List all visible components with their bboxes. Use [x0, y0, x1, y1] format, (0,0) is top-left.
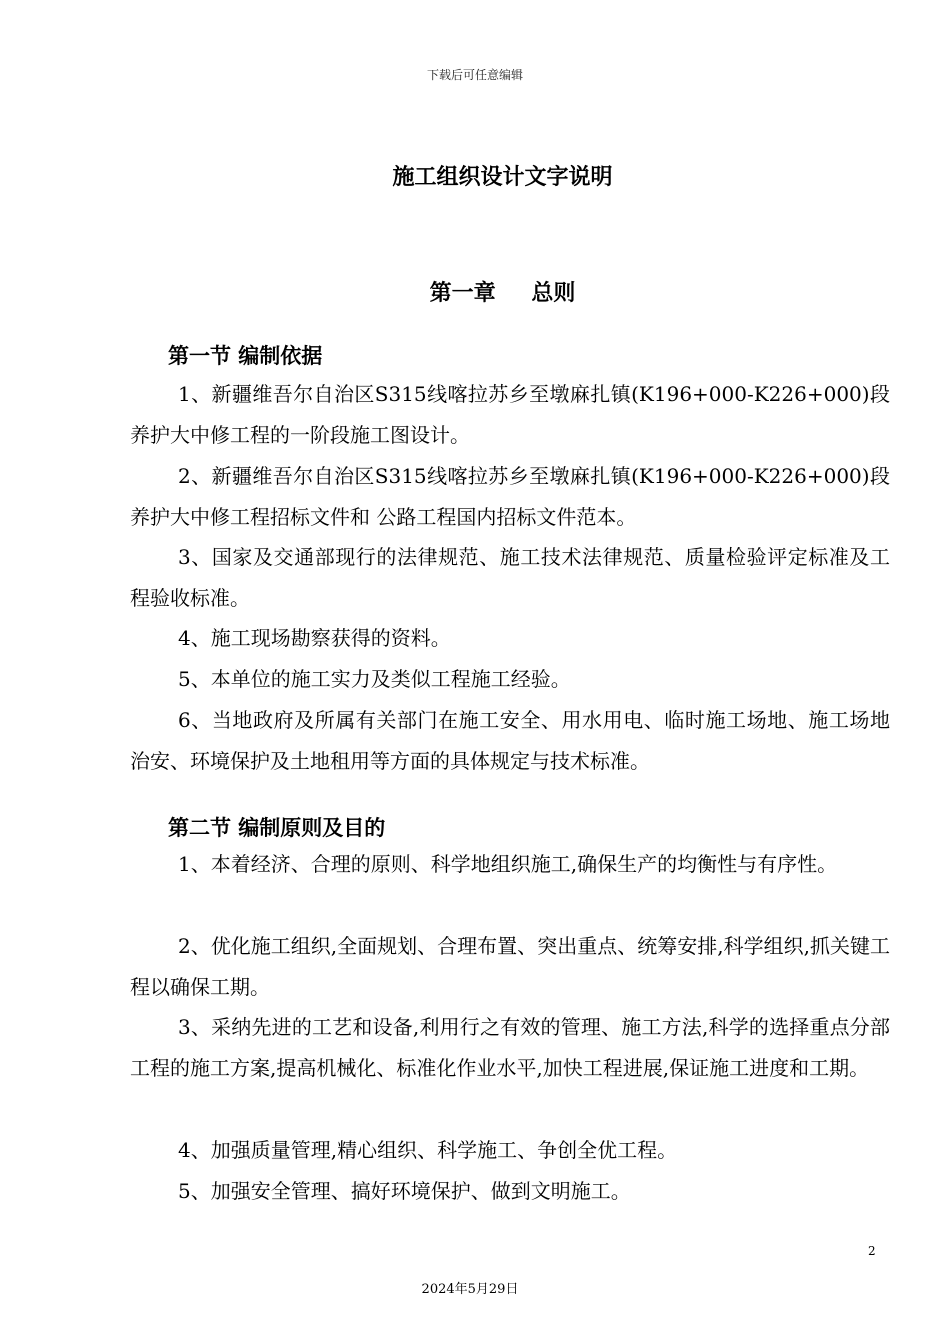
paragraph: 3、国家及交通部现行的法律规范、施工技术法律规范、质量检验评定标准及工程验收标准。 — [130, 545, 890, 610]
paragraph: 4、加强质量管理,精心组织、科学施工、争创全优工程。 — [178, 1138, 678, 1162]
paragraph: 5、本单位的施工实力及类似工程施工经验。 — [178, 667, 571, 691]
paragraph: 5、加强安全管理、搞好环境保护、做到文明施工。 — [178, 1179, 631, 1203]
paragraph: 2、优化施工组织,全面规划、合理布置、突出重点、统筹安排,科学组织,抓关键工程以确保工期。 — [130, 934, 890, 999]
paragraph: 1、本着经济、合理的原则、科学地组织施工,确保生产的均衡性与有序性。 — [178, 852, 838, 876]
chapter-title: 第一章 总则 — [429, 281, 576, 306]
paragraph: 2、新疆维吾尔自治区S315线喀拉苏乡至墩麻扎镇(K196+000-K226+000)段养护大中修工程招标文件和 公路工程国内招标文件范本。 — [130, 464, 890, 529]
paragraph: 3、采纳先进的工艺和设备,利用行之有效的管理、施工方法,科学的选择重点分部工程的施工方案,提高机械化、标准化作业水平,加快工程进展,保证施工进度和工期。 — [130, 1015, 890, 1080]
document-title: 施工组织设计文字说明 — [392, 165, 613, 190]
header-note: 下载后可任意编辑 — [426, 68, 523, 82]
paragraph: 1、新疆维吾尔自治区S315线喀拉苏乡至墩麻扎镇(K196+000-K226+000)段养护大中修工程的一阶段施工图设计。 — [130, 382, 890, 447]
page-number: 2 — [868, 1244, 876, 1258]
footer-date: 2024年5月29日 — [421, 1282, 519, 1297]
section-title: 第一节 编制依据 — [168, 344, 323, 368]
paragraph: 6、当地政府及所属有关部门在施工安全、用水用电、临时施工场地、施工场地治安、环境保护及土地租用等方面的具体规定与技术标准。 — [130, 708, 890, 773]
section-title: 第二节 编制原则及目的 — [168, 816, 386, 840]
paragraph: 4、施工现场勘察获得的资料。 — [178, 626, 451, 650]
